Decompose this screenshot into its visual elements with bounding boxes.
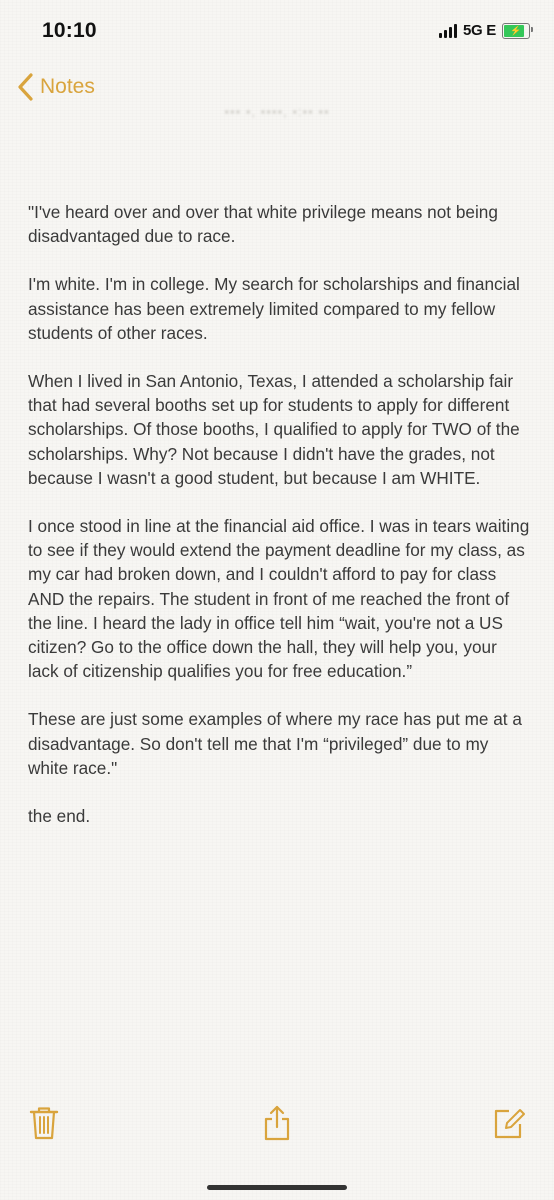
note-paragraph: These are just some examples of where my race has put me at a disadvantage. So don't tell me that I'm “privileged” due to my white race." <box>28 709 522 778</box>
note-paragraph: the end. <box>28 806 91 827</box>
delete-note-button[interactable] <box>27 1104 61 1142</box>
note-paragraph: I once stood in line at the financial aid office. I was in tears waiting to see if they would extend the payment deadline for my class, as my car had broken down, and I couldn't afford to pay for class AND the repairs. The student in front of me reached the front of the line. I heard the lady in office tell him “wait, you're not a US citizen? Go to the office down the hall, they will help you, your lack of citizenship qualifies you for free education.” <box>28 516 530 682</box>
status-bar <box>0 0 554 64</box>
network-type-label: 5G E <box>463 22 496 39</box>
back-button-label: Notes <box>40 75 95 98</box>
note-paragraph: When I lived in San Antonio, Texas, I attended a scholarship fair that had several booths set up for students to apply for different scholarships. Of those booths, I qualified to apply for TWO of the scholarships. Why? Not because I didn't have the grades, not because I wasn't a good student, but because I am WHITE. <box>28 371 520 488</box>
share-note-button[interactable] <box>260 1104 294 1142</box>
compose-icon <box>492 1104 526 1142</box>
home-indicator[interactable] <box>207 1185 347 1190</box>
chevron-left-icon <box>14 71 38 103</box>
share-icon <box>260 1104 294 1142</box>
cellular-signal-icon <box>439 24 457 38</box>
charging-bolt-icon: ⚡ <box>510 25 522 35</box>
note-paragraph: "I've heard over and over that white privilege means not being disadvantaged due to race. <box>28 202 498 247</box>
note-date-blurred: ▪▪▪ ▪, ▪▪▪▪, ▪:▪▪ ▪▪ <box>224 104 330 119</box>
note-paragraph: I'm white. I'm in college. My search for scholarships and financial assistance has been extremely limited compared to my fellow students of other races. <box>28 274 520 343</box>
compose-note-button[interactable] <box>492 1104 526 1142</box>
trash-icon <box>27 1104 61 1142</box>
battery-icon <box>502 23 530 39</box>
back-to-notes-button[interactable] <box>14 71 95 103</box>
note-body[interactable] <box>28 200 532 852</box>
status-indicators <box>439 22 530 39</box>
status-time: 10:10 <box>42 19 97 42</box>
bottom-toolbar <box>0 1104 554 1148</box>
